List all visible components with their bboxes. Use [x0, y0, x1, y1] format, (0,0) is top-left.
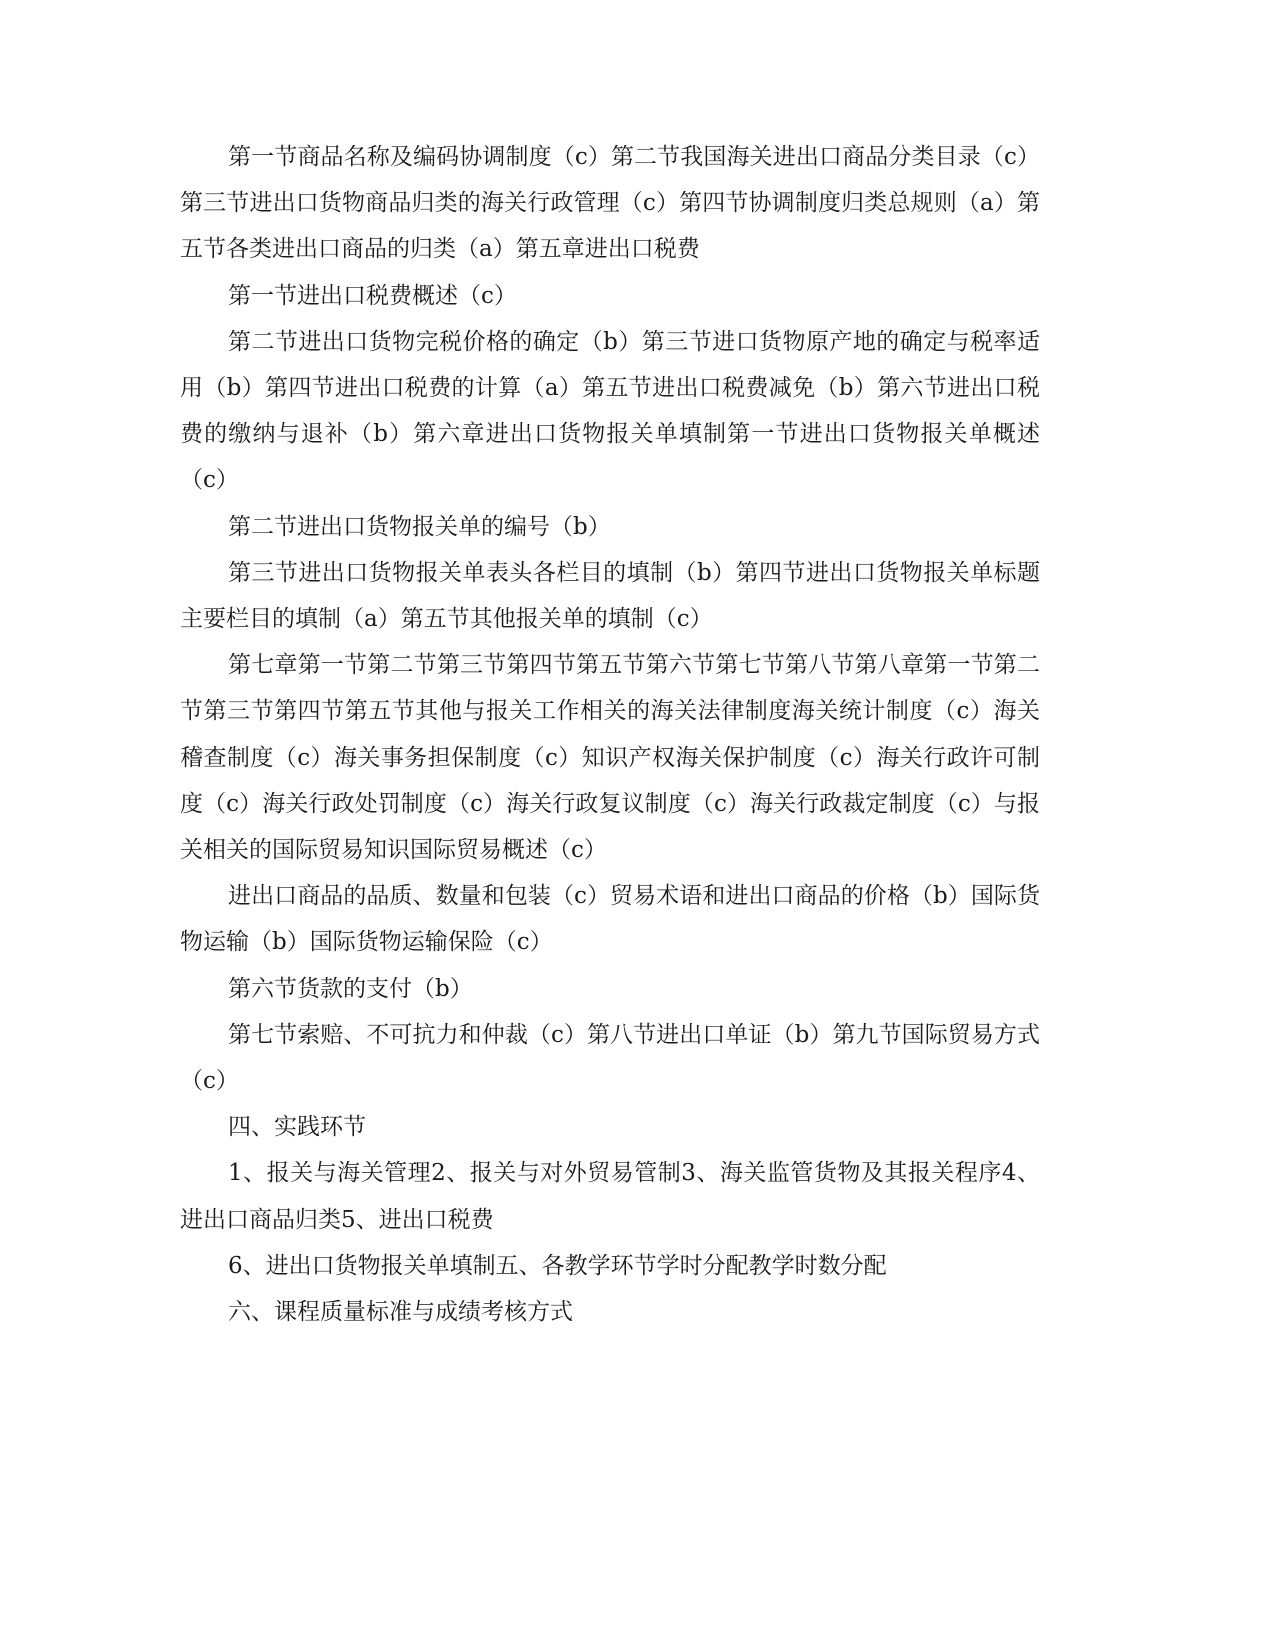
paragraph-11: 1、报关与海关管理2、报关与对外贸易管制3、海关监管货物及其报关程序4、进出口商品归类5、进出口税费 — [180, 1160, 1040, 1233]
paragraph-1: 第一节商品名称及编码协调制度（c）第二节我国海关进出口商品分类目录（c）第三节进出口货物商品归类的海关行政管理（c）第四节协调制度归类总规则（a）第五节各类进出口商品的归类（a）第五章进出口税费 — [180, 144, 1040, 263]
paragraph-8: 第六节货款的支付（b） — [228, 975, 473, 1002]
section-heading-practice: 四、实践环节 — [228, 1114, 366, 1141]
paragraph-12: 6、进出口货物报关单填制五、各教学环节学时分配教学时数分配 — [228, 1252, 887, 1279]
paragraph-4: 第二节进出口货物报关单的编号（b） — [228, 513, 611, 540]
paragraph-6: 第七章第一节第二节第三节第四节第五节第六节第七节第八节第八章第一节第二节第三节第四节第五节其他与报关工作相关的海关法律制度海关统计制度（c）海关稽查制度（c）海关事务担保制度（c）知识产权海关保护制度（c）海关行政许可制度（c）海关行政处罚制度（c）海关行政复议制度（c）海关行政裁定制度（c）与报关相关的国际贸易知识国际贸易概述（c） — [180, 652, 1040, 864]
paragraph-9: 第七节索赔、不可抗力和仲裁（c）第八节进出口单证（b）第九节国际贸易方式（c） — [180, 1021, 1040, 1095]
paragraph-3: 第二节进出口货物完税价格的确定（b）第三节进口货物原产地的确定与税率适用（b）第四节进出口税费的计算（a）第五节进出口税费减免（b）第六节进出口税费的缴纳与退补（b）第六章进出口货物报关单填制第一节进出口货物报关单概述（c） — [180, 328, 1040, 494]
paragraph-5: 第三节进出口货物报关单表头各栏目的填制（b）第四节进出口货物报关单标题主要栏目的填制（a）第五节其他报关单的填制（c） — [180, 559, 1040, 633]
paragraph-2: 第一节进出口税费概述（c） — [228, 282, 517, 309]
section-heading-quality: 六、课程质量标准与成绩考核方式 — [228, 1299, 573, 1326]
document-body — [180, 134, 1040, 1335]
paragraph-7: 进出口商品的品质、数量和包装（c）贸易术语和进出口商品的价格（b）国际货物运输（b）国际货物运输保险（c） — [180, 883, 1040, 956]
